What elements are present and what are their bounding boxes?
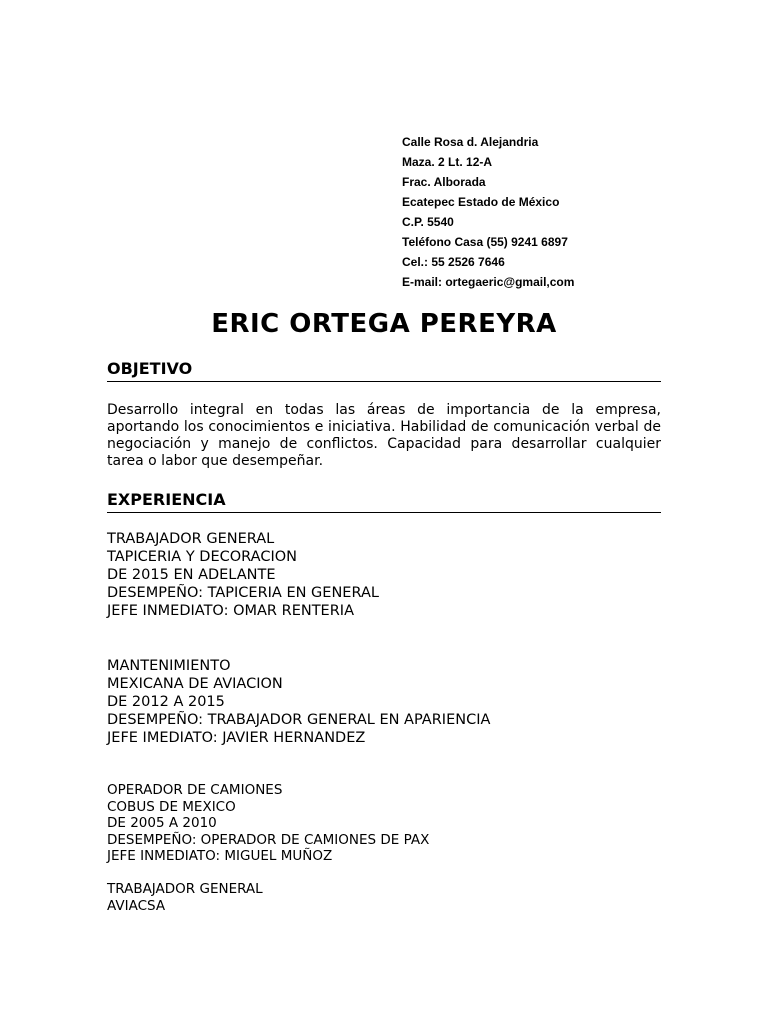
job-company: MEXICANA DE AVIACION [107,676,283,692]
contact-home-phone: Teléfono Casa (55) 9241 6897 [402,235,568,249]
contact-block-lot: Maza. 2 Lt. 12-A [402,155,493,169]
job-position: TRABAJADOR GENERAL [107,531,275,547]
job-entry [107,782,667,865]
candidate-name: ERIC ORTEGA PEREYRA [211,309,557,339]
contact-postal-code: C.P. 5540 [402,215,454,229]
contact-cell-phone: Cel.: 55 2526 7646 [402,255,505,269]
job-position: TRABAJADOR GENERAL [107,881,263,897]
objective-heading: OBJETIVO [107,358,661,382]
contact-neighborhood: Frac. Alborada [402,175,486,189]
job-supervisor: JEFE INMEDIATO: OMAR RENTERIA [107,603,354,619]
job-supervisor: JEFE IMEDIATO: JAVIER HERNANDEZ [107,730,366,746]
job-position: OPERADOR DE CAMIONES [107,782,283,798]
job-entry [107,657,667,747]
job-entry [107,881,667,914]
contact-email: E-mail: ortegaeric@gmail,com [402,275,575,289]
contact-city: Ecatepec Estado de México [402,195,560,209]
job-company: AVIACSA [107,897,166,914]
job-duties: DESEMPEÑO: TAPICERIA EN GENERAL [107,585,379,601]
job-company: TAPICERIA Y DECORACION [107,549,297,565]
objective-text: Desarrollo integral en todas las áreas de importancia de la empresa, aportando los conocimientos e iniciativa. Habilidad de comunicación verbal de negociación y manejo de conflictos. Capacidad para desarrollar cualquier tarea o labor que desempeñar. [107,402,661,469]
job-duties: DESEMPEÑO: OPERADOR DE CAMIONES DE PAX [107,831,430,848]
job-period: DE 2005 A 2010 [107,815,217,831]
job-period: DE 2015 EN ADELANTE [107,567,276,583]
job-supervisor: JEFE INMEDIATO: MIGUEL MUÑOZ [107,848,333,864]
job-duties: DESEMPEÑO: TRABAJADOR GENERAL EN APARIENCIA [107,712,491,728]
job-period: DE 2012 A 2015 [107,694,225,710]
contact-block [402,132,702,292]
job-company: COBUS DE MEXICO [107,798,236,815]
experience-heading: EXPERIENCIA [107,489,661,513]
contact-street: Calle Rosa d. Alejandria [402,135,539,149]
job-position: MANTENIMIENTO [107,658,231,674]
job-entry [107,530,667,620]
